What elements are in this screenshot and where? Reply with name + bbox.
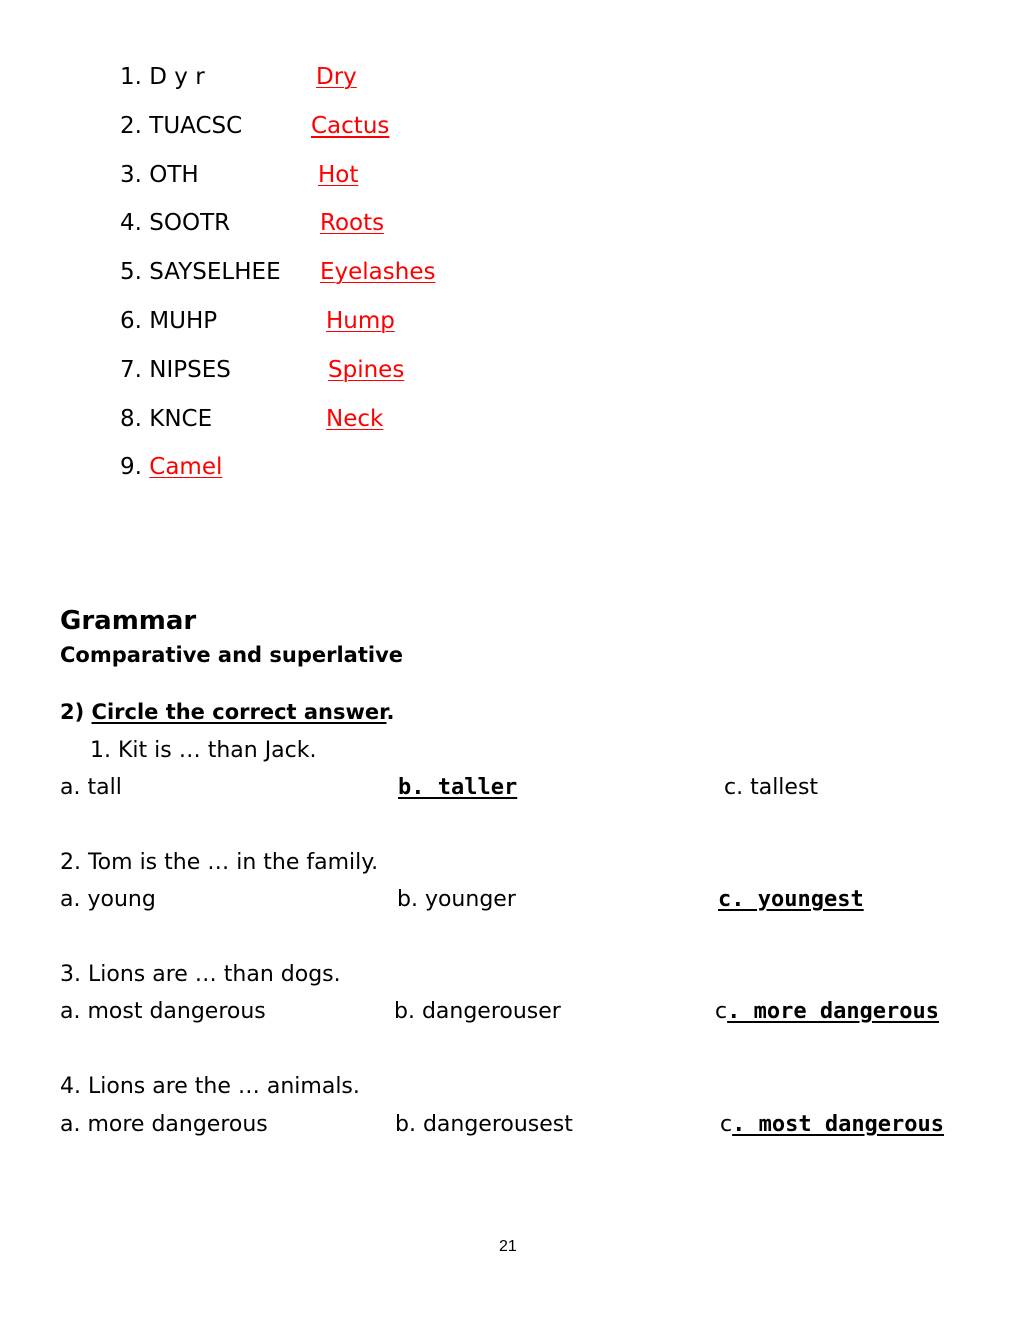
- scramble-item: [120, 454, 222, 480]
- option-b: b. younger: [397, 887, 516, 912]
- question-text: 4. Lions are the … animals.: [60, 1074, 360, 1099]
- option-c-answer: [715, 999, 939, 1024]
- scrambled-word: TUACSC: [149, 113, 243, 139]
- option-c-prefix: c: [720, 1112, 733, 1137]
- question-text: 3. Lions are … than dogs.: [60, 962, 341, 987]
- option-c-answer: c. youngest: [718, 887, 864, 912]
- answer-word: Neck: [326, 406, 384, 432]
- answer-word: Camel: [149, 454, 223, 480]
- option-a: a. tall: [60, 775, 122, 800]
- option-a: a. young: [60, 887, 156, 912]
- option-b: b. dangerousest: [395, 1112, 573, 1137]
- scrambled-word: OTH: [149, 162, 199, 188]
- section-subheading: Comparative and superlative: [60, 643, 404, 667]
- scrambled-word: NIPSES: [149, 357, 231, 383]
- answer-word: Dry: [316, 64, 357, 90]
- scramble-item: [120, 308, 217, 334]
- answer-word: Hump: [326, 308, 395, 334]
- option-b-answer: b. taller: [398, 775, 518, 800]
- scrambled-word: KNCE: [149, 406, 213, 432]
- item-number: 8.: [120, 406, 142, 432]
- task-label: Circle the correct answer: [91, 700, 387, 724]
- item-number: 1.: [120, 64, 142, 90]
- scramble-item: [120, 162, 199, 188]
- scrambled-word: MUHP: [149, 308, 218, 334]
- option-a: a. more dangerous: [60, 1112, 268, 1137]
- item-number: 5.: [120, 259, 142, 285]
- answer-word: Cactus: [311, 113, 390, 139]
- scramble-item: [120, 259, 281, 285]
- answer-word: Roots: [320, 210, 385, 236]
- page-number: 21: [499, 1238, 517, 1255]
- item-number: 4.: [120, 210, 142, 236]
- item-number: 2.: [120, 113, 142, 139]
- scrambled-word: D y r: [149, 64, 205, 90]
- scrambled-word: SAYSELHEE: [149, 259, 281, 285]
- item-number: 7.: [120, 357, 142, 383]
- answer-word: Eyelashes: [320, 259, 436, 285]
- option-c-prefix: c: [715, 999, 728, 1024]
- task-instruction: [60, 700, 394, 724]
- option-c-text: . more dangerous: [727, 999, 940, 1024]
- answer-word: Hot: [318, 162, 359, 188]
- task-number: 2): [60, 700, 85, 724]
- item-number: 9.: [120, 454, 142, 480]
- section-heading: Grammar: [60, 606, 197, 636]
- item-number: 3.: [120, 162, 142, 188]
- scramble-item: [120, 210, 230, 236]
- scramble-item: [120, 357, 231, 383]
- option-c-text: . most dangerous: [732, 1112, 945, 1137]
- option-a: a. most dangerous: [60, 999, 266, 1024]
- item-number: 6.: [120, 308, 142, 334]
- scrambled-word: SOOTR: [149, 210, 231, 236]
- task-period: .: [386, 700, 395, 724]
- answer-word: Spines: [328, 357, 405, 383]
- scramble-item: [120, 406, 212, 432]
- option-c: c. tallest: [724, 775, 819, 800]
- question-text: 2. Tom is the … in the family.: [60, 850, 379, 875]
- scramble-item: [120, 64, 205, 90]
- option-b: b. dangerouser: [394, 999, 561, 1024]
- question-text: 1. Kit is … than Jack.: [90, 738, 317, 763]
- scramble-item: [120, 113, 242, 139]
- option-c-answer: [720, 1112, 944, 1137]
